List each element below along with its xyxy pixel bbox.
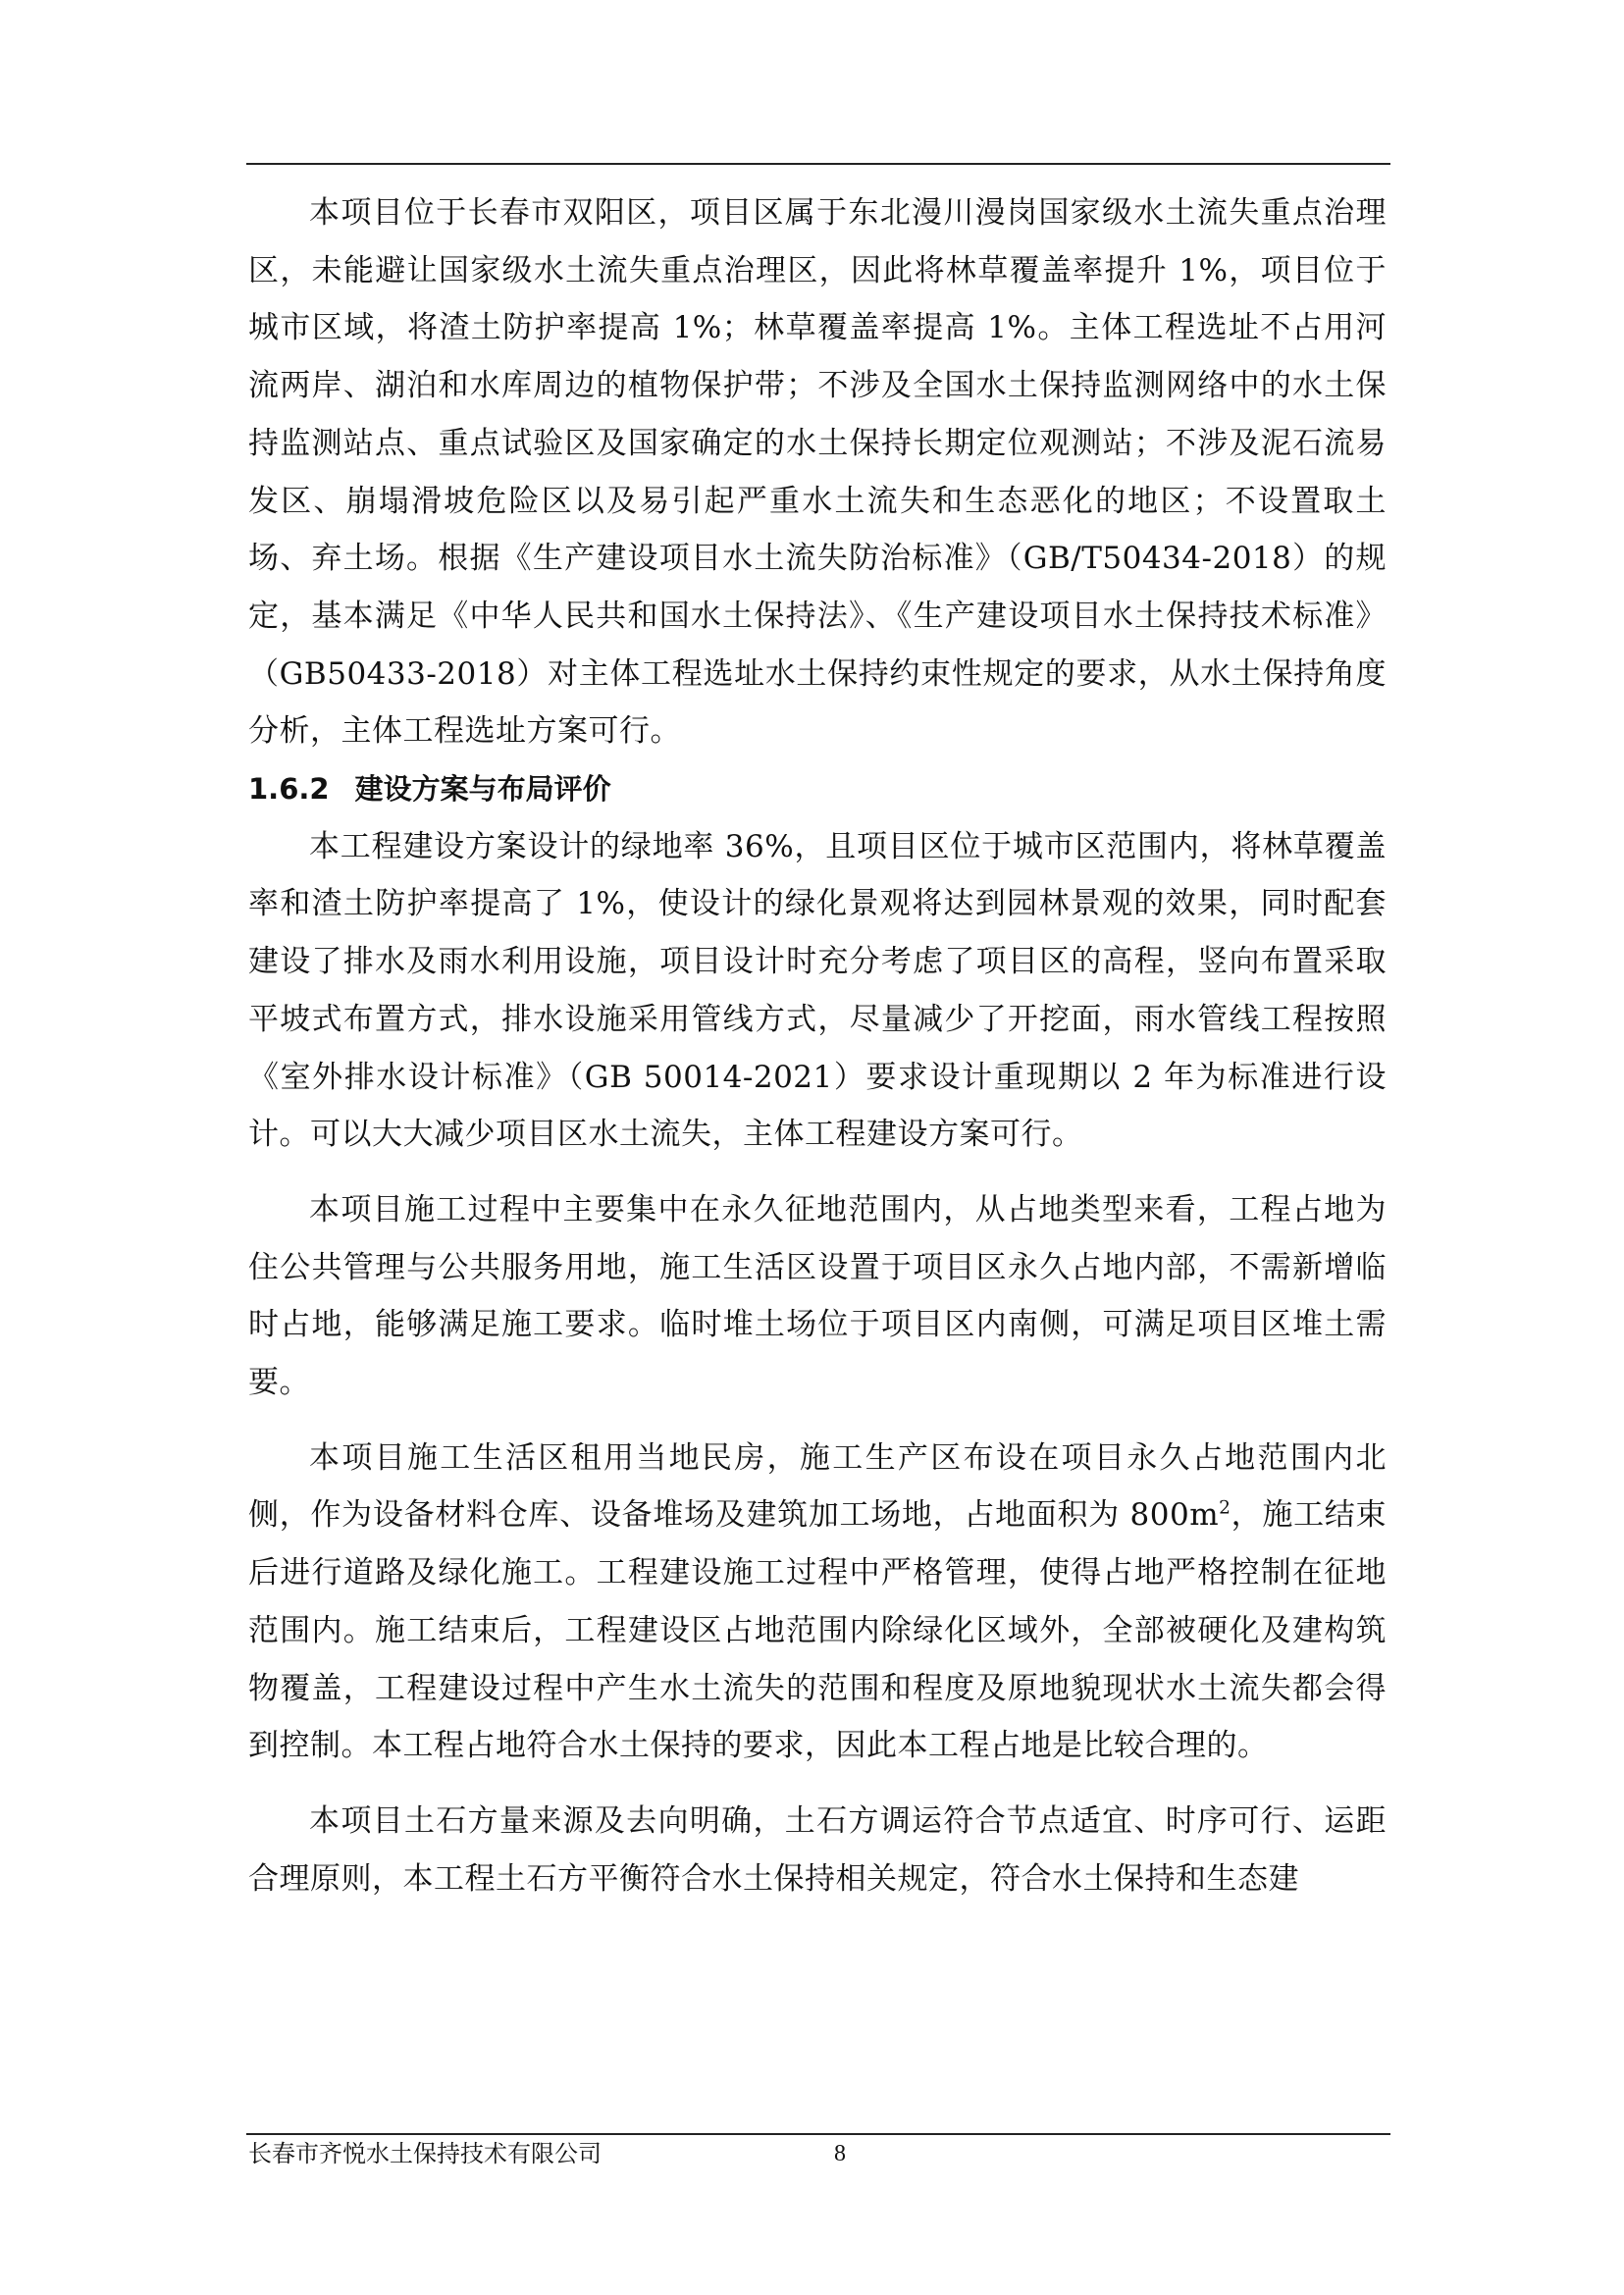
- section-title: 建设方案与布局评价: [354, 772, 611, 807]
- footer-rule: [246, 2133, 1390, 2135]
- paragraph-text-part: ，施工结束后进行道路及绿化施工。工程建设施工过程中严格管理，使得占地严格控制在征地范围内。施工结束后，工程建设区占地范围内除绿化区域外，全部被硬化及建构筑物覆盖，工程建设过程中产生水土流失的范围和程度及原地貌现状水土流失都会得到控制。本工程占地符合水土保持的要求，因此本工程占地是比较合理的。: [248, 1497, 1388, 1764]
- document-body: [248, 184, 1387, 1907]
- section-heading: [248, 760, 1387, 818]
- paragraph-site-selection: 本项目位于长春市双阳区，项目区属于东北漫川漫岗国家级水土流失重点治理区，未能避让国家级水土流失重点治理区，因此将林草覆盖率提升 1%，项目位于城市区域，将渣土防护率提高 1%；林草覆盖率提高 1%。主体工程选址不占用河流两岸、湖泊和水库周边的植物保护带；不涉及全国水土保持监测网络中的水土保持监测站点、重点试验区及国家确定的水土保持长期定位观测站；不涉及泥石流易发区、崩塌滑坡危险区以及易引起严重水土流失和生态恶化的地区；不设置取土场、弃土场。根据《生产建设项目水土流失防治标准》（GB/T50434-2018）的规定，基本满足《中华人民共和国水土保持法》、《生产建设项目水土保持技术标准》（GB50433-2018）对主体工程选址水土保持约束性规定的要求，从水土保持角度分析，主体工程选址方案可行。: [248, 195, 1387, 750]
- footer-company-name: 长春市齐悦水土保持技术有限公司: [248, 2140, 602, 2167]
- superscript-square: 2: [1219, 1498, 1231, 1520]
- paragraph-land-use: 本项目施工过程中主要集中在永久征地范围内，从占地类型来看，工程占地为住公共管理与公共服务用地，施工生活区设置于项目区永久占地内部，不需新增临时占地，能够满足施工要求。临时堆土场位于项目区内南侧，可满足项目区堆土需要。: [248, 1191, 1387, 1401]
- paragraph-earthwork: 本项目土石方量来源及去向明确，土石方调运符合节点适宜、时序可行、运距合理原则，本工程土石方平衡符合水土保持相关规定，符合水土保持和生态建: [248, 1802, 1387, 1897]
- paragraph-construction-plan: 本工程建设方案设计的绿地率 36%，且项目区位于城市区范围内，将林草覆盖率和渣土防护率提高了 1%，使设计的绿化景观将达到园林景观的效果，同时配套建设了排水及雨水利用设施，项目设计时充分考虑了项目区的高程，竖向布置采取平坡式布置方式，排水设施采用管线方式，尽量减少了开挖面，雨水管线工程按照《室外排水设计标准》（GB 50014-2021）要求设计重现期以 2 年为标准进行设计。可以大大减少项目区水土流失，主体工程建设方案可行。: [248, 828, 1387, 1153]
- paragraph-construction-area: [248, 1430, 1387, 1775]
- section-number: 1.6.2: [248, 772, 330, 807]
- header-rule: [246, 163, 1390, 165]
- page-number: 8: [834, 2141, 846, 2166]
- paragraph-text-part: 本项目施工生活区租用当地民房，施工生产区布设在项目永久占地范围内北侧，作为设备材料仓库、设备堆场及建筑加工场地，占地面积为 800m: [248, 1439, 1387, 1534]
